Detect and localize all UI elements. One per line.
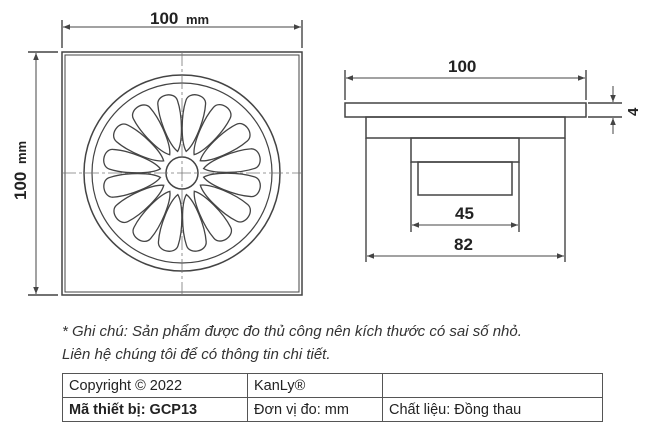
spec-row-2 [63,398,603,422]
note-line-2: Liên hệ chúng tôi để có thông tin chi tiết. [62,346,331,363]
copyright-cell: Copyright © 2022 [63,374,248,398]
side-plate [345,103,586,117]
unit-cell: Đơn vị đo: mm [248,398,383,422]
spec-row-1 [63,374,603,398]
side-outlet [418,162,512,195]
top-width-unit: mm [186,12,210,27]
top-height-unit: mm [14,140,29,164]
spec-table [62,373,603,422]
thickness-value: 4 [625,107,642,116]
empty-cell [383,374,603,398]
note-line-1: * Ghi chú: Sản phẩm được đo thủ công nên kích thước có sai số nhỏ. [62,323,522,340]
side-view [345,70,622,262]
side-body [366,117,565,138]
side-width-value: 100 [448,57,477,76]
brand-cell: KanLy® [248,374,383,398]
top-height-value: 100 [11,171,30,200]
body-width-value: 82 [454,235,473,254]
device-code-cell: Mã thiết bị: GCP13 [63,398,248,422]
top-width-value: 100 [150,9,179,28]
side-neck [411,138,519,162]
material-cell: Chất liệu: Đồng thau [383,398,603,422]
inner-width-value: 45 [455,204,474,223]
top-view [28,20,302,295]
